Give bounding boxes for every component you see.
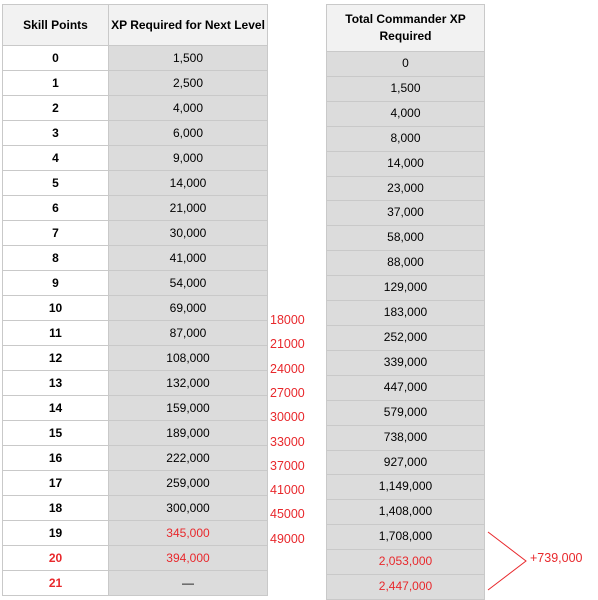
total-xp-cell: 738,000: [327, 425, 485, 450]
xp-difference-label: 21000: [270, 337, 305, 352]
xp-next-level-cell: 259,000: [109, 471, 268, 496]
xp-next-level-cell: 189,000: [109, 421, 268, 446]
skill-points-cell: 3: [3, 121, 109, 146]
xp-next-level-cell: 41,000: [109, 246, 268, 271]
table-row: [327, 276, 485, 301]
header-skill-points: Skill Points: [3, 5, 109, 46]
total-xp-cell: 579,000: [327, 400, 485, 425]
xp-next-level-cell: 108,000: [109, 346, 268, 371]
xp-difference-label: 27000: [270, 385, 305, 400]
skill-points-cell: 7: [3, 221, 109, 246]
total-xp-cell: 4,000: [327, 101, 485, 126]
total-xp-cell: 183,000: [327, 301, 485, 326]
header-xp-next-level: XP Required for Next Level: [109, 5, 268, 46]
total-xp-cell: 1,500: [327, 76, 485, 101]
skill-points-cell: 17: [3, 471, 109, 496]
total-xp-cell: 58,000: [327, 226, 485, 251]
table-row: [327, 575, 485, 600]
xp-difference-label: 49000: [270, 531, 305, 546]
xp-difference-label: 30000: [270, 410, 305, 425]
skill-points-cell: 11: [3, 321, 109, 346]
xp-difference-label: 33000: [270, 434, 305, 449]
skill-points-cell: 15: [3, 421, 109, 446]
difference-bracket: [484, 530, 530, 592]
skill-points-cell: 14: [3, 396, 109, 421]
table-row: [3, 121, 268, 146]
total-difference-label: +739,000: [530, 551, 583, 565]
header-total-commander-xp: Total Commander XP Required: [327, 5, 485, 52]
total-xp-cell: 23,000: [327, 176, 485, 201]
skill-points-cell: 8: [3, 246, 109, 271]
table-row: [327, 450, 485, 475]
table-row: [327, 52, 485, 77]
table-row: [3, 471, 268, 496]
table-row: [327, 176, 485, 201]
table-row: [3, 421, 268, 446]
xp-difference-label: 24000: [270, 361, 305, 376]
table-row: [327, 226, 485, 251]
table-row: [327, 425, 485, 450]
skill-points-cell: 13: [3, 371, 109, 396]
table-row: [3, 446, 268, 471]
skill-points-cell: 19: [3, 521, 109, 546]
table-row: [3, 221, 268, 246]
skill-points-cell: 16: [3, 446, 109, 471]
table-row: [3, 196, 268, 221]
total-xp-cell: 1,708,000: [327, 525, 485, 550]
total-xp-cell: 927,000: [327, 450, 485, 475]
xp-next-level-cell: 69,000: [109, 296, 268, 321]
total-xp-cell: 14,000: [327, 151, 485, 176]
xp-next-level-cell: 21,000: [109, 196, 268, 221]
xp-difference-label: 45000: [270, 507, 305, 522]
table-row: [3, 46, 268, 71]
skill-points-cell: 10: [3, 296, 109, 321]
table-row: [327, 325, 485, 350]
xp-next-level-cell: 1,500: [109, 46, 268, 71]
xp-next-level-cell: 159,000: [109, 396, 268, 421]
skill-points-cell: 20: [3, 546, 109, 571]
total-xp-cell: 129,000: [327, 276, 485, 301]
skill-points-cell: 1: [3, 71, 109, 96]
table-row: [327, 251, 485, 276]
skill-points-cell: 18: [3, 496, 109, 521]
skill-points-cell: 6: [3, 196, 109, 221]
xp-next-level-cell: 345,000: [109, 521, 268, 546]
xp-next-level-cell: 394,000: [109, 546, 268, 571]
total-xp-cell: 2,447,000: [327, 575, 485, 600]
xp-next-level-cell: —: [109, 571, 268, 596]
table-row: [327, 525, 485, 550]
table-row: [327, 375, 485, 400]
xp-next-level-cell: 30,000: [109, 221, 268, 246]
xp-next-level-cell: 300,000: [109, 496, 268, 521]
xp-next-level-cell: 54,000: [109, 271, 268, 296]
skill-points-cell: 2: [3, 96, 109, 121]
total-commander-xp-table: [326, 4, 485, 600]
total-xp-cell: 252,000: [327, 325, 485, 350]
table-row: [3, 171, 268, 196]
table-row: [327, 76, 485, 101]
skill-points-cell: 21: [3, 571, 109, 596]
xp-next-level-cell: 87,000: [109, 321, 268, 346]
skill-points-cell: 9: [3, 271, 109, 296]
table-row: [3, 546, 268, 571]
skill-points-cell: 4: [3, 146, 109, 171]
xp-per-level-table: [2, 4, 268, 596]
table-row: [3, 71, 268, 96]
table-row: [3, 346, 268, 371]
table-row: [327, 126, 485, 151]
xp-next-level-cell: 132,000: [109, 371, 268, 396]
table-row: [3, 396, 268, 421]
table-row: [327, 550, 485, 575]
table-row: [3, 246, 268, 271]
total-xp-cell: 37,000: [327, 201, 485, 226]
xp-difference-label: 41000: [270, 483, 305, 498]
total-xp-cell: 8,000: [327, 126, 485, 151]
total-xp-cell: 1,149,000: [327, 475, 485, 500]
table-row: [3, 271, 268, 296]
table-row: [3, 296, 268, 321]
table-row: [327, 500, 485, 525]
table-row: [3, 146, 268, 171]
xp-next-level-cell: 222,000: [109, 446, 268, 471]
xp-next-level-cell: 14,000: [109, 171, 268, 196]
xp-next-level-cell: 9,000: [109, 146, 268, 171]
table-row: [3, 571, 268, 596]
total-xp-cell: 447,000: [327, 375, 485, 400]
total-xp-cell: 88,000: [327, 251, 485, 276]
table-row: [327, 101, 485, 126]
table-row: [327, 400, 485, 425]
xp-next-level-cell: 2,500: [109, 71, 268, 96]
table-row: [3, 496, 268, 521]
skill-points-cell: 5: [3, 171, 109, 196]
xp-next-level-cell: 6,000: [109, 121, 268, 146]
total-xp-cell: 339,000: [327, 350, 485, 375]
xp-difference-label: 18000: [270, 313, 305, 327]
table-row: [327, 475, 485, 500]
table-row: [327, 151, 485, 176]
table-row: [3, 96, 268, 121]
table-row: [327, 350, 485, 375]
skill-points-cell: 12: [3, 346, 109, 371]
total-xp-cell: 1,408,000: [327, 500, 485, 525]
skill-points-cell: 0: [3, 46, 109, 71]
xp-next-level-cell: 4,000: [109, 96, 268, 121]
table-row: [3, 521, 268, 546]
xp-difference-annotations: [270, 0, 326, 600]
table-row: [3, 371, 268, 396]
xp-difference-label: 37000: [270, 458, 305, 473]
total-xp-cell: 2,053,000: [327, 550, 485, 575]
total-xp-cell: 0: [327, 52, 485, 77]
table-row: [327, 201, 485, 226]
table-row: [3, 321, 268, 346]
table-row: [327, 301, 485, 326]
